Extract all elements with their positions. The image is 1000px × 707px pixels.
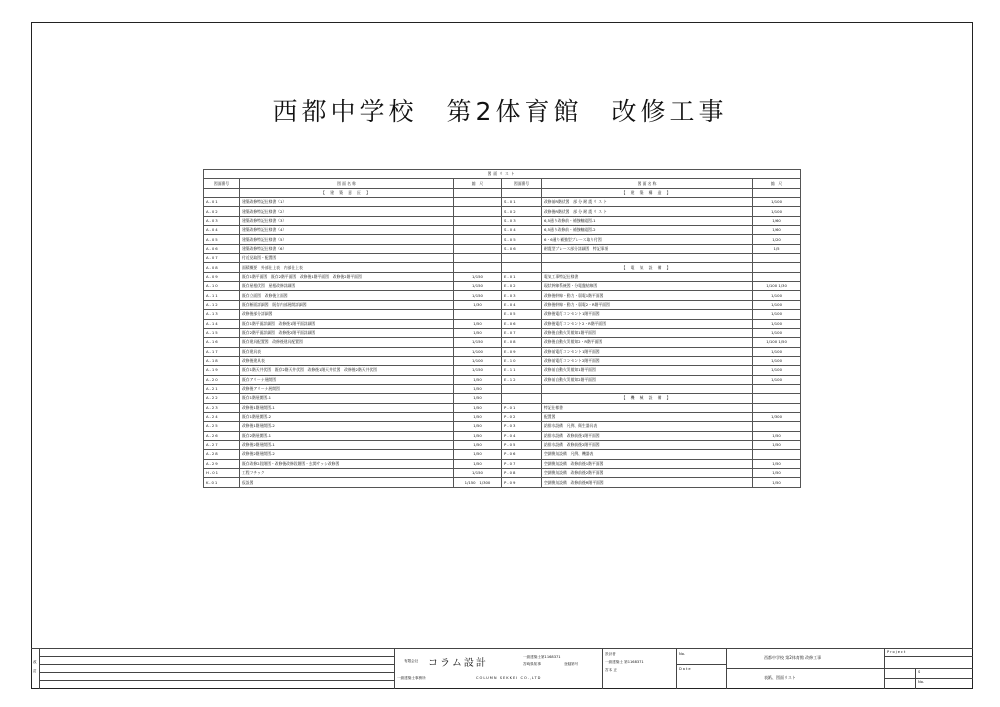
right-code-cell: P-04 [502, 431, 542, 440]
company-prefix: 有限会社 [404, 659, 419, 663]
right-name-cell: 改修後自動火災報知2・R階平面図 [542, 338, 753, 347]
project-label: Project [887, 650, 907, 654]
left-code-cell: A-11 [204, 291, 240, 300]
list-row [204, 310, 801, 319]
list-row [204, 459, 801, 468]
left-scale-cell: 1/50 [454, 384, 502, 393]
right-name-cell: 改修後R階伏図 部 分 耐 震 リ ス ト [542, 207, 753, 216]
list-row [204, 412, 801, 421]
left-code-cell: A-14 [204, 319, 240, 328]
right-name-cell: 改修前R階伏図 部 分 耐 震 リ ス ト [542, 198, 753, 207]
left-scale-cell: 1/50 [454, 422, 502, 431]
left-scale-cell: 1/150 [454, 366, 502, 375]
right-name-cell: 改修後自動火災報知1階平面図 [542, 328, 753, 337]
list-row [204, 207, 801, 216]
left-scale-cell [454, 235, 502, 244]
date-mark: No. [679, 652, 685, 656]
list-row [204, 282, 801, 291]
right-code-cell: P-02 [502, 412, 542, 421]
list-row [204, 226, 801, 235]
right-scale-cell: 1/100 1/50 [753, 338, 801, 347]
scale-label: S [918, 670, 921, 674]
left-code-cell: A-21 [204, 384, 240, 393]
registration-line-2: 宮崎県知事 [523, 662, 541, 666]
right-code-cell: P-08 [502, 469, 542, 478]
left-name-cell: 既存建具配置図 改修後建具配置図 [240, 338, 454, 347]
left-scale-cell: 1/150 [454, 338, 502, 347]
left-scale-cell: 1/50 [454, 394, 502, 403]
right-scale-cell: 1/60 [753, 216, 801, 225]
left-scale-cell [454, 310, 502, 319]
drawing-list-caption: 図面リスト [204, 170, 801, 179]
left-name-cell: 改修後2階展開図-2 [240, 450, 454, 459]
drawing-list-table [203, 169, 801, 488]
right-code-cell: E-06 [502, 319, 542, 328]
right-code-cell: S-01 [502, 198, 542, 207]
right-scale-cell: 1/100 [753, 375, 801, 384]
right-scale-cell: 1/100 [753, 291, 801, 300]
left-name-cell: 既存建具表 [240, 347, 454, 356]
right-name-cell [542, 384, 753, 393]
left-code-cell: A-23 [204, 403, 240, 412]
right-name-cell: 6,5通り改修前・補強軸組図-1 [542, 216, 753, 225]
left-scale-cell: 1/100 [454, 347, 502, 356]
left-scale-cell: 1/150 [454, 282, 502, 291]
left-name-cell: 【 建 築 意 匠 】 [240, 188, 454, 197]
right-scale-cell [753, 422, 801, 431]
list-row [204, 254, 801, 263]
left-name-cell: 既存2階展開図-1 [240, 431, 454, 440]
left-code-cell: A-22 [204, 394, 240, 403]
right-scale-cell: 1/100 [753, 198, 801, 207]
left-name-cell: 改修後部分詳細図 [240, 310, 454, 319]
left-scale-cell: 1/50 [454, 450, 502, 459]
left-scale-cell [454, 226, 502, 235]
right-name-cell: 【 電 気 設 備 】 [542, 263, 753, 272]
sheet-label: No. [918, 680, 924, 684]
list-row [204, 263, 801, 272]
list-row [204, 347, 801, 356]
list-row [204, 356, 801, 365]
left-scale-cell [454, 216, 502, 225]
right-name-cell: 給排水設備 改修前後2階平面図 [542, 440, 753, 449]
right-name-cell: 現状幹線系統図・分電盤結線図 [542, 282, 753, 291]
left-code-cell: A-25 [204, 422, 240, 431]
right-scale-cell: 1/100 [753, 356, 801, 365]
left-scale-cell: 1/150 [454, 291, 502, 300]
left-code-cell: A-05 [204, 235, 240, 244]
left-name-cell: 既存屋根伏図 屋根改修詳細図 [240, 282, 454, 291]
list-header-cell: 図面番号 [502, 179, 542, 188]
left-scale-cell [454, 188, 502, 197]
list-header-cell: 図 面 名 称 [542, 179, 753, 188]
list-row [204, 394, 801, 403]
list-row [204, 403, 801, 412]
list-row [204, 375, 801, 384]
list-row [204, 431, 801, 440]
title-block [31, 648, 973, 689]
right-code-cell: S-03 [502, 216, 542, 225]
right-scale-cell [753, 272, 801, 281]
right-code-cell: P-09 [502, 478, 542, 487]
company-name: コラム設計 [428, 658, 488, 669]
right-code-cell [502, 263, 542, 272]
drawing-list-header [204, 179, 801, 188]
list-row [204, 300, 801, 309]
right-code-cell: E-04 [502, 300, 542, 309]
left-scale-cell: 1/50 [454, 459, 502, 468]
left-code-cell: A-15 [204, 328, 240, 337]
right-scale-cell: 1/50 [753, 431, 801, 440]
left-name-cell: 既存断面詳細図 既存内部展開詳細図 [240, 300, 454, 309]
right-code-cell: P-06 [502, 450, 542, 459]
right-name-cell: 特記仕様書 [542, 403, 753, 412]
left-name-cell: 既存1階展開図-2 [240, 412, 454, 421]
left-name-cell: 改修後アリーナ展開図 [240, 384, 454, 393]
left-code-cell: A-02 [204, 207, 240, 216]
right-scale-cell: 1/5 [753, 244, 801, 253]
left-scale-cell: 1/50 [454, 403, 502, 412]
left-scale-cell [454, 263, 502, 272]
left-code-cell: A-01 [204, 198, 240, 207]
right-code-cell [502, 188, 542, 197]
left-name-cell: 既存1階天井伏図 既存2階天井伏図 改修後1階天井伏図 改修後2階天井伏図 [240, 366, 454, 375]
left-scale-cell: 1/50 [454, 319, 502, 328]
right-code-cell: S-02 [502, 207, 542, 216]
right-scale-cell: 1/100 [753, 328, 801, 337]
left-name-cell: 既存改修2段階図・改修後改修段階図・玄関サッシ改修図 [240, 459, 454, 468]
left-name-cell: 既存1階平面詳細図 改修後1階平面詳細図 [240, 319, 454, 328]
left-scale-cell: 1/30 [454, 300, 502, 309]
right-scale-cell: 1/100 [753, 319, 801, 328]
left-code-cell [204, 188, 240, 197]
left-scale-cell [454, 244, 502, 253]
right-name-cell: 改修前電灯コンセント1階平面図 [542, 347, 753, 356]
left-name-cell: 付近見取図・配置図 [240, 254, 454, 263]
left-name-cell: 改修後1階展開図-1 [240, 403, 454, 412]
right-scale-cell [753, 394, 801, 403]
left-code-cell: A-13 [204, 310, 240, 319]
list-row [204, 338, 801, 347]
right-name-cell: 改修後電灯コンセント1階平面図 [542, 310, 753, 319]
left-scale-cell: 1/150 [454, 469, 502, 478]
left-name-cell: 既存1階展開図-1 [240, 394, 454, 403]
drawing-title: 西都中学校 第2体育館 改修工事 [272, 97, 728, 126]
right-scale-cell: 1/100 [753, 347, 801, 356]
right-scale-cell [753, 450, 801, 459]
right-scale-cell: 1/50 [753, 478, 801, 487]
right-scale-cell: 1/300 [753, 412, 801, 421]
registration-line-1: 一級建築士第1168371 [523, 655, 561, 659]
left-code-cell: A-10 [204, 282, 240, 291]
right-name-cell: 空調換気設備 改修前後R階平面図 [542, 478, 753, 487]
right-scale-cell: 1/100 [753, 310, 801, 319]
left-scale-cell: 1/150 1/300 [454, 478, 502, 487]
left-scale-cell: 1/100 [454, 356, 502, 365]
left-code-cell: A-26 [204, 431, 240, 440]
left-name-cell: 既存アリーナ展開図 [240, 375, 454, 384]
left-scale-cell: 1/50 [454, 440, 502, 449]
right-scale-cell [753, 263, 801, 272]
right-code-cell: E-11 [502, 366, 542, 375]
right-name-cell: 【 建 築 構 造 】 [542, 188, 753, 197]
list-row [204, 198, 801, 207]
right-name-cell: 配置図 [542, 412, 753, 421]
left-code-cell: A-24 [204, 412, 240, 421]
designer-label: 設計者 [605, 652, 616, 656]
left-code-cell: A-18 [204, 356, 240, 365]
left-scale-cell: 1/50 [454, 375, 502, 384]
right-code-cell: E-09 [502, 347, 542, 356]
list-row [204, 478, 801, 487]
list-row [204, 216, 801, 225]
left-name-cell: 改修後2階展開図-1 [240, 440, 454, 449]
left-code-cell: A-27 [204, 440, 240, 449]
left-scale-cell [454, 254, 502, 263]
right-code-cell: E-05 [502, 310, 542, 319]
left-scale-cell: 1/50 [454, 431, 502, 440]
left-name-cell: 建築改修特記仕様書（1） [240, 198, 454, 207]
right-name-cell: 6,5通り改修前・補強軸組図-2 [542, 226, 753, 235]
list-row [204, 328, 801, 337]
designer-name: 宮本 正 [605, 668, 617, 672]
right-code-cell: P-05 [502, 440, 542, 449]
right-name-cell: 6・6通り補強型ブレース取り付図 [542, 235, 753, 244]
left-name-cell: 工程フチック [240, 469, 454, 478]
left-code-cell: A-06 [204, 244, 240, 253]
project-name: 西都中学校 第2体育館 改修工事 [764, 655, 822, 660]
left-name-cell: 既存2階平面詳細図 改修後2階平面詳細図 [240, 328, 454, 337]
left-code-cell: A-20 [204, 375, 240, 384]
right-code-cell: E-01 [502, 272, 542, 281]
registration-line-3: 登録第号 [564, 662, 579, 666]
right-scale-cell [753, 254, 801, 263]
list-row [204, 440, 801, 449]
list-header-cell: 縮 尺 [753, 179, 801, 188]
left-code-cell: A-19 [204, 366, 240, 375]
right-name-cell: 改修前自動火災報知2階平面図 [542, 375, 753, 384]
right-code-cell: S-06 [502, 244, 542, 253]
right-name-cell: 給排水設備 凡例、衛生器具表 [542, 422, 753, 431]
left-code-cell: A-12 [204, 300, 240, 309]
drawing-list [203, 169, 800, 488]
left-scale-cell: 1/50 [454, 328, 502, 337]
right-code-cell: E-08 [502, 338, 542, 347]
right-code-cell: E-02 [502, 282, 542, 291]
list-row [204, 384, 801, 393]
list-row [204, 450, 801, 459]
company-romaji: COLUMN SEKKEI CO.,LTD [476, 676, 542, 680]
right-scale-cell: 1/50 [753, 469, 801, 478]
office-note: 一級建築士事務所 [397, 676, 426, 680]
left-name-cell: 建築改修特記仕様書（5） [240, 235, 454, 244]
left-name-cell: 仮設図 [240, 478, 454, 487]
left-name-cell: 建築改修特記仕様書（3） [240, 216, 454, 225]
right-name-cell: 空調換気設備 改修前後2階平面図 [542, 469, 753, 478]
right-scale-cell: 1/50 [753, 440, 801, 449]
right-scale-cell [753, 384, 801, 393]
right-code-cell [502, 384, 542, 393]
right-name-cell: 空調換気設備 凡例、機器表 [542, 450, 753, 459]
left-code-cell: A-09 [204, 272, 240, 281]
left-name-cell: 既存立面図 改修後立面図 [240, 291, 454, 300]
right-name-cell: 空調換気設備 改修前後1階平面図 [542, 459, 753, 468]
right-code-cell [502, 394, 542, 403]
right-name-cell: 改修後電灯コンセント2・R階平面図 [542, 319, 753, 328]
designer-registration: 一級建築士 第1168371 [605, 660, 644, 664]
right-scale-cell [753, 188, 801, 197]
left-code-cell: A-16 [204, 338, 240, 347]
list-header-cell: 縮 尺 [454, 179, 502, 188]
left-code-cell: H-01 [204, 469, 240, 478]
right-name-cell: 電気工事特記仕様書 [542, 272, 753, 281]
left-name-cell: 既存1階平面図 既存2階平面図 改修後1階平面図 改修後2階平面図 [240, 272, 454, 281]
left-code-cell: A-04 [204, 226, 240, 235]
right-code-cell: E-12 [502, 375, 542, 384]
left-code-cell: K-01 [204, 478, 240, 487]
left-code-cell: A-07 [204, 254, 240, 263]
left-scale-cell: 1/150 [454, 272, 502, 281]
right-scale-cell: 1/100 [753, 207, 801, 216]
right-code-cell: E-07 [502, 328, 542, 337]
right-name-cell: 耐震型ブレース部分詳細図 特記事項 [542, 244, 753, 253]
list-row [204, 366, 801, 375]
right-name-cell: 【 機 械 設 備 】 [542, 394, 753, 403]
right-scale-cell [753, 403, 801, 412]
left-code-cell: A-17 [204, 347, 240, 356]
revision-mark-2: 訂 [33, 669, 37, 673]
left-name-cell: 改修後建具表 [240, 356, 454, 365]
list-row [204, 272, 801, 281]
list-row [204, 422, 801, 431]
left-name-cell: 建築改修特記仕様書（6） [240, 244, 454, 253]
right-name-cell: 改修前自動火災報知1階平面図 [542, 366, 753, 375]
right-scale-cell: 1/20 [753, 235, 801, 244]
list-row [204, 235, 801, 244]
right-code-cell: P-01 [502, 403, 542, 412]
right-name-cell: 改修後幹線・動力・弱電1階平面図 [542, 291, 753, 300]
list-header-cell: 図面番号 [204, 179, 240, 188]
right-name-cell: 改修後幹線・動力・弱電2・R階平面図 [542, 300, 753, 309]
left-scale-cell [454, 198, 502, 207]
right-scale-cell: 1/100 1/30 [753, 282, 801, 291]
list-header-cell: 図 面 名 称 [240, 179, 454, 188]
left-code-cell: A-28 [204, 450, 240, 459]
right-code-cell: S-05 [502, 235, 542, 244]
right-name-cell [542, 254, 753, 263]
left-code-cell: A-03 [204, 216, 240, 225]
list-row [204, 188, 801, 197]
right-code-cell [502, 254, 542, 263]
left-name-cell: 改修後1階展開図-2 [240, 422, 454, 431]
right-name-cell: 給排水設備 改修前後1階平面図 [542, 431, 753, 440]
revision-mark-1: 改 [33, 660, 37, 664]
list-row [204, 244, 801, 253]
right-code-cell: S-04 [502, 226, 542, 235]
right-scale-cell: 1/100 [753, 300, 801, 309]
right-scale-cell: 1/50 [753, 459, 801, 468]
left-scale-cell [454, 207, 502, 216]
date-label: Date [679, 667, 692, 671]
left-name-cell: 建築改修特記仕様書（4） [240, 226, 454, 235]
right-code-cell: P-03 [502, 422, 542, 431]
right-scale-cell: 1/60 [753, 226, 801, 235]
left-name-cell: 面積概要 外部仕上表 内部仕上表 [240, 263, 454, 272]
right-code-cell: E-03 [502, 291, 542, 300]
right-code-cell: P-07 [502, 459, 542, 468]
left-name-cell: 建築改修特記仕様書（2） [240, 207, 454, 216]
list-row [204, 291, 801, 300]
left-code-cell: A-29 [204, 459, 240, 468]
left-scale-cell: 1/50 [454, 412, 502, 421]
right-name-cell: 改修前電灯コンセント2階平面図 [542, 356, 753, 365]
list-row [204, 319, 801, 328]
drawing-name: 表紙、図面リスト [764, 675, 796, 680]
right-code-cell: E-10 [502, 356, 542, 365]
left-code-cell: A-08 [204, 263, 240, 272]
right-scale-cell: 1/100 [753, 366, 801, 375]
list-row [204, 469, 801, 478]
